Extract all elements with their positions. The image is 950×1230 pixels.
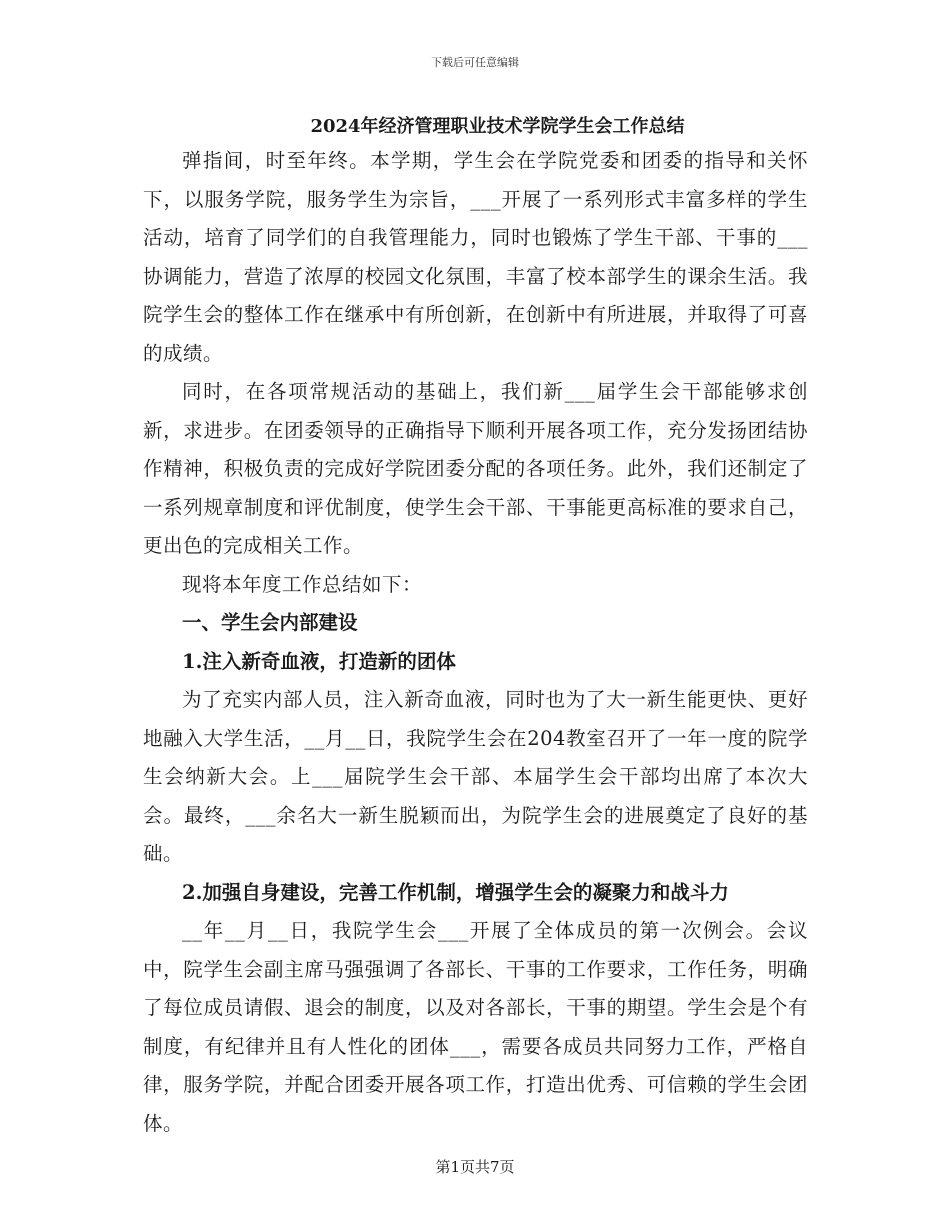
subsection-paragraph-2: __年__月__日，我院学生会___开展了全体成员的第一次例会。会议中，院学生会副主席马强强调了各部长、干事的工作要求，工作任务，明确了每位成员请假、退会的制度，以及对各部长，干事的期望。学生会是个有制度，有纪律并且有人性化的团体___，需要各成员共同努力工作，严格自律，服务学院，并配合团委开展各项工作，打造出优秀、可信赖的学生会团体。 <box>143 919 808 1135</box>
section-heading-1: 一、学生会内部建设 <box>182 611 358 634</box>
subsection-paragraph-1: 为了充实内部人员，注入新奇血液，同时也为了大一新生能更快、更好地融入大学生活，__月__日，我院学生会在204教室召开了一年一度的院学生会纳新大会。上___届院学生会干部、本届学生会干部均出席了本次大会。最终，___余名大一新生脱颖而出，为院学生会的进展奠定了良好的基础。 <box>143 688 808 865</box>
subsection-heading-2: 2.加强自身建设，完善工作机制，增强学生会的凝聚力和战斗力 <box>182 880 729 904</box>
intro-paragraph-3: 现将本年度工作总结如下： <box>182 572 423 596</box>
subsection-heading-1: 1.注入新奇血液，打造新的团体 <box>182 649 456 673</box>
intro-paragraph-1: 弹指间，时至年终。本学期，学生会在学院党委和团委的指导和关怀下，以服务学院，服务学生为宗旨，___开展了一系列形式丰富多样的学生活动，培育了同学们的自我管理能力，同时也锻炼了学生干部、干事的___协调能力，营造了浓厚的校园文化氛围，丰富了校本部学生的课余生活。我院学生会的整体工作在继承中有所创新，在创新中有所进展，并取得了可喜的成绩。 <box>143 149 808 365</box>
page-footer: 第1页共7页 <box>435 1158 515 1176</box>
document-body <box>143 112 808 1143</box>
document-title: 2024年经济管理职业技术学院学生会工作总结 <box>310 116 685 137</box>
header-note: 下载后可任意编辑 <box>431 56 519 69</box>
intro-paragraph-2: 同时，在各项常规活动的基础上，我们新___届学生会干部能够求创新，求进步。在团委领导的正确指导下顺利开展各项工作，充分发扬团结协作精神，积极负责的完成好学院团委分配的各项任务。此外，我们还制定了一系列规章制度和评优制度，使学生会干部、干事能更高标准的要求自己，更出色的完成相关工作。 <box>143 380 808 557</box>
